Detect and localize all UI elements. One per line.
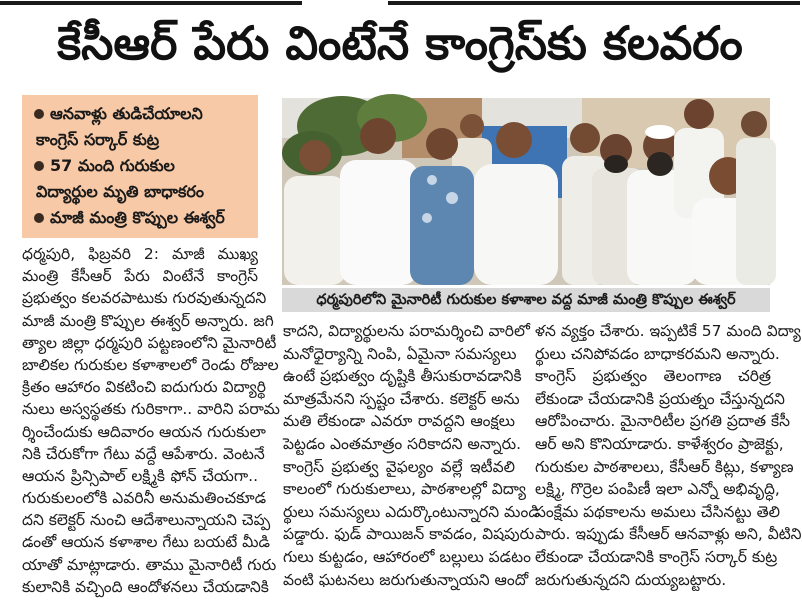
article-line: లేకుండా చేయడానికి కాంగ్రెస్ సర్కార్ కుట్ర <box>535 547 778 566</box>
article-line: నులు అస్వస్థతకు గురికాగా.. వారిని పరామ <box>22 400 280 419</box>
article-line: త్యాల జిల్లా ధర్మపురి పట్టణంలోని మైనారిటీ <box>22 333 277 352</box>
article-line: మాజీ మంత్రి కొప్పుల ఈశ్వర్ అన్నారు. జగి <box>22 311 274 330</box>
highlight-text: మాజీ మంత్రి కొప్పుల ఈశ్వర్ <box>50 208 225 227</box>
highlight-item <box>30 153 250 179</box>
article-line: సంక్షేమ పథకాలను అమలు చేసినట్టు తెలి <box>535 502 781 521</box>
article-line: గురుకుల పాఠశాలలు, కేసీఆర్ కిట్లు, కళ్యాణ <box>535 457 794 476</box>
top-rule-right <box>388 1 800 5</box>
article-line: మంత్రి కేసీఆర్ పేరు వింటేనే కాంగ్రెస్ <box>22 267 258 286</box>
highlight-text: విద్యార్థుల మృతి బాధాకరం <box>36 182 204 201</box>
article-line: ఉంటే ప్రభుత్వం దృష్టికి తీసుకురావడానికి <box>283 367 522 386</box>
article-line: దని కలెక్టర్ నుంచి ఆదేశాలున్నాయని చెప్ప <box>22 511 271 530</box>
article-line: జరుగుతున్నదని దుయ్యబట్టారు. <box>535 570 727 589</box>
article-line: కాంగ్రెస్ ప్రభుత్వం తెలంగాణ చరిత్ర <box>535 367 771 386</box>
article-line: క్రితం ఆహారం వికటించి ఐదుగురు విద్యార్థి <box>22 378 266 397</box>
article-line: లక్ష్మి, గొర్రెల పంపిణీ ఇలా ఎన్నో అభివృద్ధి, <box>535 480 780 499</box>
article-line: ఆయన ప్రిన్సిపాల్ లక్ష్మికి ఫోన్ చేయగా.. <box>22 466 258 485</box>
article-line: ప్రభుత్వం కలవరపాటుకు గురవుతున్నదని <box>22 289 267 308</box>
article-line: గురుకులంలోకి ఎవరినీ అనుమతించకూడ <box>22 489 267 508</box>
article-line: ధర్మపురి, ఫిబ్రవరి 2: మాజీ ముఖ్య <box>22 245 258 263</box>
article-line: ర్థులు సమస్యలు ఎదుర్కొంటున్నారని మండి <box>283 502 540 521</box>
article-line: పడ్డారు. ఫుడ్ పాయిజన్ కావడం, విషపురు <box>283 525 535 544</box>
article-line: యాతో మాట్లాడారు. తాము మైనారిటీ గురు <box>22 555 277 574</box>
highlight-item-continued <box>30 127 250 153</box>
bullet-icon <box>34 213 44 223</box>
article-line: కాంగ్రెస్ ప్రభుత్వ వైఫల్యం వల్లే ఇటీవలి <box>283 457 515 476</box>
article-column-1 <box>22 243 280 599</box>
article-line: బాలికల గురుకుల కళాశాలలో రెండు రోజుల <box>22 355 279 374</box>
article-column-3 <box>535 320 802 596</box>
article-line: ళన వ్యక్తం చేశారు. ఇప్పటికే 57 మంది విద్యా <box>535 322 801 340</box>
article-line: లేకుండా చేయడానికి ప్రయత్నం చేస్తున్నదని <box>535 389 785 408</box>
article-line: నికి చేరుకోగా గేటు వద్దే ఆపేశారు. వెంటనే <box>22 444 265 463</box>
highlight-item <box>30 101 250 127</box>
photo-caption: ధర్మపురిలోని మైనారిటీ గురుకుల కళాశాల వద్ద మాజీ మంత్రి కొప్పుల ఈశ్వర్ <box>282 288 770 312</box>
top-rule-left <box>0 1 302 5</box>
article-line: పెట్టడం ఎంతమాత్రం సరికాదని అన్నారు. <box>283 434 522 453</box>
article-line: ఆరోపించారు. మైనారిటీల ప్రగతి ప్రదాత కేసీ <box>535 412 790 431</box>
article-line: మతి లేకుండా ఎవరూ రావద్దని ఆంక్షలు <box>283 412 515 431</box>
article-line: వంటి ఘటనలు జరుగుతున్నాయని ఆందో <box>283 570 529 589</box>
bullet-icon <box>34 161 44 171</box>
highlight-text: ఆనవాళ్లు తుడిచేయాలని <box>50 104 203 123</box>
article-line: ర్శించేందుకు ఆదివారం ఆయన గురుకులా <box>22 422 266 441</box>
article-line: గులు కుట్టడం, ఆహారంలో బల్లులు పడటం <box>283 547 531 566</box>
article-line: పారు. ఇప్పుడు కేసీఆర్ ఆనవాళ్లు అని, వీటిని <box>535 525 802 544</box>
article-column-2 <box>283 320 540 596</box>
highlight-item <box>30 205 250 231</box>
news-photo-illustration <box>282 98 770 285</box>
article-line: మాత్రమేనని స్పష్టం చేశారు. కలెక్టర్ అను <box>283 389 520 408</box>
highlight-item-continued <box>30 179 250 205</box>
bullet-icon <box>34 109 44 119</box>
article-line: మనోధైర్యాన్ని నింపి, ఏమైనా సమస్యలు <box>283 344 517 363</box>
highlight-text: 57 మంది గురుకుల <box>50 156 175 175</box>
highlights-box <box>22 95 258 238</box>
article-line: ర్థులు చనిపోవడం బాధాకరమని అన్నారు. <box>535 344 780 363</box>
headline: కేసీఆర్ పేరు వింటేనే కాంగ్రెస్‌కు కలవరం <box>57 16 743 70</box>
article-line: కాదని, విద్యార్థులను పరామర్శించి వారిలో <box>283 322 530 340</box>
news-photo <box>282 98 770 285</box>
article-line: కాలంలో గురుకులాలు, పాఠశాలల్లో విద్యా <box>283 480 526 499</box>
highlight-text: కాంగ్రెస్ సర్కార్ కుట్ర <box>36 130 160 149</box>
article-line: కులానికి వచ్చింది ఆందోళనలు చేయడానికి <box>22 577 269 596</box>
article-line: ఆర్ అని కొనియాడారు. కాళేశ్వరం ప్రాజెక్టు, <box>535 434 784 453</box>
article-line: డంతో ఆయన కళాశాల గేటు బయటే మీడి <box>22 533 271 552</box>
